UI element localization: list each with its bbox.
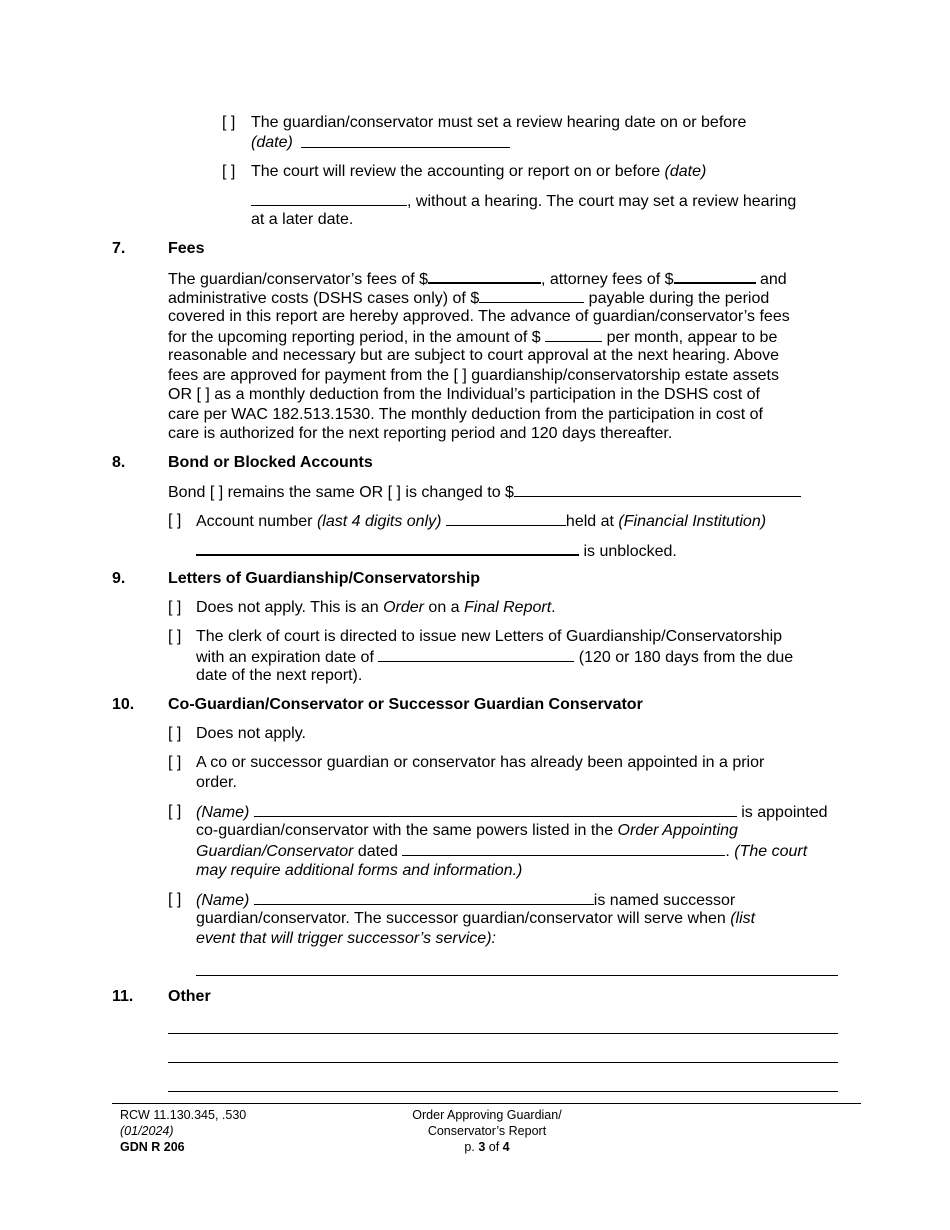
set-review-date-text: The guardian/conservator must set a review hearing date on or before — [251, 114, 747, 131]
co-guardian-line-2: co-guardian/conservator with the same powers listed in the Order Appointing — [196, 822, 738, 839]
checkbox-already-appointed[interactable]: [ ] — [168, 754, 182, 771]
advance-label: for the upcoming reporting period, in the amount of $ — [168, 329, 546, 346]
account-digits-note: (last 4 digits only) — [316, 513, 442, 530]
checkbox-set-review-date[interactable]: [ ] — [222, 114, 236, 131]
page-total: 4 — [502, 1140, 510, 1154]
other-line-3[interactable] — [168, 1091, 838, 1092]
checkbox-successor[interactable]: [ ] — [168, 891, 182, 908]
expiration-label: with an expiration date of — [196, 649, 379, 666]
checkbox-co-not-apply[interactable]: [ ] — [168, 725, 182, 742]
section-8-title: Bond or Blocked Accounts — [168, 454, 373, 471]
fees-line-4 — [168, 327, 777, 348]
advance-amount-field[interactable] — [545, 327, 602, 342]
other-line-2[interactable] — [168, 1062, 838, 1063]
fees-line-1 — [168, 268, 787, 290]
fees-line-9: care is authorized for the next reporting period and 120 days thereafter. — [168, 425, 673, 442]
co-guardian-name-label: (Name) — [196, 804, 250, 821]
institution-field[interactable] — [196, 540, 579, 556]
section-7-title: Fees — [168, 240, 205, 257]
section-11-number: 11. — [112, 988, 134, 1005]
co-guardian-name-field[interactable] — [254, 802, 737, 817]
fees-line-8: care per WAC 182.513.1530. The monthly deduction from the participation in cost of — [168, 406, 763, 423]
fees-line-6: fees are approved for payment from the [ ] guardianship/conservatorship estate assets — [168, 367, 779, 384]
set-review-date-label: (date) — [251, 134, 293, 151]
checkbox-account[interactable]: [ ] — [168, 512, 182, 529]
fees-line-2 — [168, 288, 769, 309]
account-line — [196, 511, 766, 532]
attorney-fees-field[interactable] — [674, 268, 756, 284]
letters-not-apply-text: Does not apply. This is an Order on a Final Report. — [196, 599, 556, 616]
unblocked-line — [196, 540, 677, 562]
court-review-date-line — [251, 191, 796, 212]
successor-line-3: event that will trigger successor’s service): — [196, 930, 496, 947]
court-review-line2: at a later date. — [251, 211, 354, 228]
institution-label: (Financial Institution) — [618, 513, 767, 530]
unblocked-text: is unblocked. — [583, 543, 677, 560]
page-number: 3 — [478, 1140, 486, 1154]
issue-letters-line-3: date of the next report). — [196, 667, 363, 684]
court-review-date-label: (date) — [664, 163, 707, 180]
footer-rcw: RCW 11.130.345, .530 — [120, 1108, 247, 1122]
other-line-1[interactable] — [168, 1033, 838, 1034]
fees-line-7: OR [ ] as a monthly deduction from the Individual’s participation in the DSHS cost of — [168, 386, 760, 403]
checkbox-court-review[interactable]: [ ] — [222, 163, 236, 180]
fees-guardian-label: The guardian/conservator’s fees of $ — [168, 271, 429, 288]
footer-divider — [112, 1103, 861, 1104]
held-at-label: held at — [565, 513, 614, 530]
successor-name-field[interactable] — [254, 890, 594, 905]
bond-text: Bond [ ] remains the same OR [ ] is changed to $ — [168, 484, 514, 501]
checkbox-letters-not-apply[interactable]: [ ] — [168, 599, 182, 616]
bond-line — [168, 482, 801, 503]
section-7-number: 7. — [112, 240, 126, 257]
checkbox-co-guardian[interactable]: [ ] — [168, 803, 182, 820]
attorney-fees-label: , attorney fees of $ — [541, 271, 674, 288]
advance-suffix: per month, appear to be — [602, 329, 778, 346]
named-successor-text: is named successor — [593, 892, 736, 909]
fees-line-5: reasonable and necessary but are subject to court approval at the next hearing. Above — [168, 347, 780, 364]
court-review-text: The court will review the accounting or report on or before — [251, 163, 661, 180]
footer-page: p. 3 of 4 — [464, 1140, 510, 1154]
already-appointed-line-2: order. — [196, 774, 237, 791]
co-guardian-line-3: Guardian/Conservator dated . (The court — [196, 843, 808, 860]
court-review-suffix: , without a hearing. The court may set a review hearing — [407, 193, 797, 210]
checkbox-issue-letters[interactable]: [ ] — [168, 628, 182, 645]
issue-letters-line-2 — [196, 647, 793, 668]
expiration-date-field[interactable] — [378, 647, 574, 662]
section-8-number: 8. — [112, 454, 126, 471]
co-not-apply-text: Does not apply. — [196, 725, 306, 742]
footer-form-number: GDN R 206 — [120, 1140, 185, 1154]
already-appointed-line-1: A co or successor guardian or conservator has already been appointed in a prior — [196, 754, 765, 771]
successor-line-1 — [196, 890, 735, 911]
issue-letters-line-1: The clerk of court is directed to issue new Letters of Guardianship/Conservatorship — [196, 628, 783, 645]
successor-name-label: (Name) — [196, 892, 250, 909]
section-10-number: 10. — [112, 696, 135, 713]
court-review-line — [251, 162, 706, 182]
account-number-field[interactable] — [446, 511, 566, 526]
bond-amount-field[interactable] — [514, 482, 801, 497]
footer-title-1: Order Approving Guardian/ — [412, 1108, 562, 1122]
co-guardian-line-4: may require additional forms and information.) — [196, 862, 523, 879]
footer-date: (01/2024) — [120, 1124, 174, 1138]
section-11-title: Other — [168, 988, 211, 1005]
co-guardian-line-1 — [196, 802, 828, 823]
is-appointed-text: is appointed — [741, 804, 828, 821]
successor-event-field[interactable] — [196, 975, 838, 976]
section-10-title: Co-Guardian/Conservator or Successor Guardian Conservator — [168, 696, 643, 713]
guardian-fees-field[interactable] — [428, 268, 541, 284]
set-review-date-field[interactable] — [301, 133, 510, 148]
fees-line-3: covered in this report are hereby approved. The advance of guardian/conservator’s fees — [168, 308, 790, 325]
expiration-suffix: (120 or 180 days from the due — [574, 649, 794, 666]
successor-line-2: guardian/conservator. The successor guardian/conservator will serve when (list — [196, 910, 756, 927]
court-review-date-field[interactable] — [251, 191, 407, 206]
admin-costs-field[interactable] — [479, 288, 584, 303]
section-9-title: Letters of Guardianship/Conservatorship — [168, 570, 481, 587]
admin-costs-suffix: payable during the period — [584, 290, 770, 307]
section-9-number: 9. — [112, 570, 126, 587]
account-number-label: Account number — [196, 513, 313, 530]
footer-title-2: Conservator’s Report — [427, 1124, 547, 1138]
fees-and: and — [755, 271, 787, 288]
admin-costs-label: administrative costs (DSHS cases only) of $ — [168, 290, 480, 307]
co-guardian-dated-field[interactable] — [402, 841, 725, 856]
